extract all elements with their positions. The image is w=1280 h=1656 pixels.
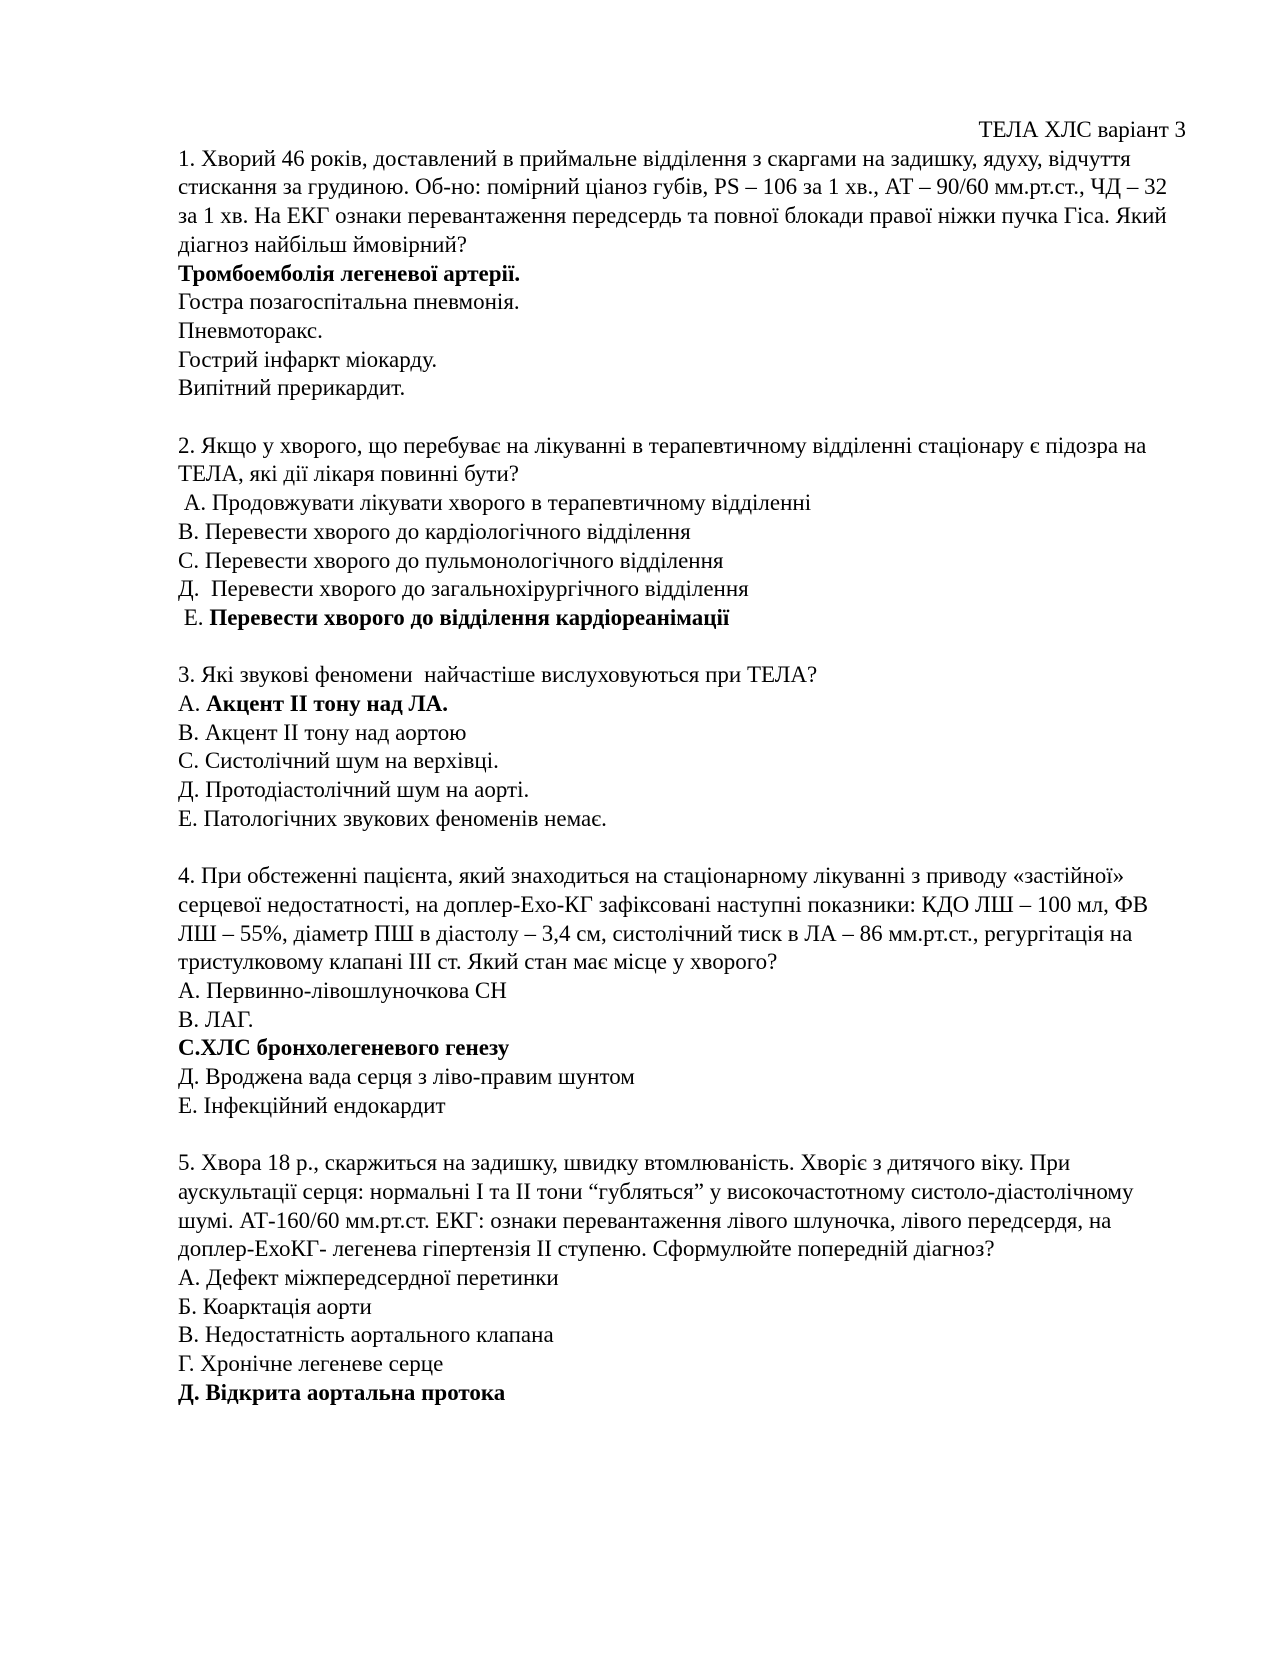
question-1-answer-correct: Тромбоемболія легеневої артерії. (178, 260, 521, 286)
question-2-answer-b: В. Перевести хворого до кардіологічного відділення (178, 518, 691, 544)
question-1-answer-2: Гостра позагоспітальна пневмонія. (178, 289, 520, 315)
question-5-answer-a: А. Дефект міжпередсердної перетинки (178, 1265, 559, 1291)
question-3-answer-a-correct: Акцент ІІ тону над ЛА. (206, 691, 449, 717)
question-4-answer-b: В. ЛАГ. (178, 1006, 254, 1032)
question-3 (178, 661, 1186, 833)
question-3-answer-b: В. Акцент ІІ тону над аортою (178, 719, 467, 745)
question-3-text: 3. Які звукові феномени найчастіше вислуховуються при ТЕЛА? (178, 662, 818, 688)
question-2-answer-e-prefix: Е. (178, 604, 210, 630)
paragraph-gap (178, 403, 1186, 432)
question-1-text: 1. Хворий 46 років, доставлений в приймальне відділення з скаргами на задишку, ядуху, відчуття стискання за грудиною. Об-но: помірний ціаноз губів, PS – 106 за 1 хв., АТ – 90/60 мм.рт.ст., ЧД – 32 за 1 хв. На ЕКГ ознаки перевантаження передсердь та повної блокади правої ніжки пучка Гіса. Який діагноз найбільш ймовірний? (178, 145, 1173, 257)
question-2-answer-e-correct: Перевести хворого до відділення кардіореанімації (209, 604, 730, 630)
question-5 (178, 1149, 1186, 1407)
question-4-answer-e: Е. Інфекційний ендокардит (178, 1092, 446, 1118)
question-3-answer-a (178, 690, 1186, 719)
question-4-answer-a: А. Первинно-лівошлуночкова СН (178, 978, 507, 1004)
document-header: ТЕЛА ХЛС варіант 3 (978, 117, 1186, 142)
question-1-answer-3: Пневмоторакс. (178, 317, 323, 343)
paragraph-gap (178, 1121, 1186, 1150)
question-2-answer-a: А. Продовжувати лікувати хворого в терапевтичному відділенні (178, 490, 812, 516)
question-1 (178, 145, 1186, 403)
question-3-answer-a-prefix: А. (178, 691, 207, 717)
question-3-answer-d: Д. Протодіастолічний шум на аорті. (178, 777, 530, 803)
question-4-answer-c-correct: С.ХЛС бронхолегеневого генезу (178, 1035, 510, 1061)
question-4-answer-d: Д. Вроджена вада серця з ліво-правим шунтом (178, 1064, 635, 1090)
question-2-answer-d: Д. Перевести хворого до загальнохірургічного відділення (178, 576, 749, 602)
question-5-answer-c: В. Недостатність аортального клапана (178, 1322, 554, 1348)
paragraph-gap (178, 834, 1186, 863)
question-5-answer-b: Б. Коарктація аорти (178, 1293, 372, 1319)
question-2 (178, 432, 1186, 633)
question-1-answer-5: Випітний прерикардит. (178, 375, 406, 401)
question-3-answer-c: С. Систолічний шум на верхівці. (178, 748, 499, 774)
question-5-text: 5. Хвора 18 р., скаржиться на задишку, швидку втомлюваність. Хворіє з дитячого віку. При аускультації серця: нормальні І та ІІ тони “губляться” у високочастотному систоло-діастолічному шумі. АТ-160/60 мм.рт.ст. ЕКГ: ознаки перевантаження лівого шлуночка, лівого передсердя, на доплер-ЕхоКГ- легенева гіпертензія ІІ ступеню. Сформулюйте попередній діагноз? (178, 1150, 1140, 1262)
question-2-answer-c: С. Перевести хворого до пульмонологічного відділення (178, 547, 724, 573)
question-2-answer-e (178, 604, 1186, 633)
question-5-answer-e-correct: Д. Відкрита аортальна протока (178, 1379, 506, 1405)
question-4 (178, 862, 1186, 1120)
question-1-answer-4: Гострий інфаркт міокарду. (178, 346, 438, 372)
question-5-answer-d: Г. Хронічне легеневе серце (178, 1351, 444, 1377)
paragraph-gap (178, 633, 1186, 662)
question-4-text: 4. При обстеженні пацієнта, який знаходиться на стаціонарному лікуванні з приводу «застійної» серцевої недостатності, на доплер-Ехо-КГ зафіксовані наступні показники: КДО ЛШ – 100 мл, ФВ ЛШ – 55%, діаметр ПШ в діастолу – 3,4 см, систолічний тиск в ЛА – 86 мм.рт.ст., регургітація на тристулковому клапані ІІІ ст. Який стан має місце у хворого? (178, 863, 1154, 975)
question-2-text: 2. Якщо у хворого, що перебуває на лікуванні в терапевтичному відділенні стаціонару є підозра на ТЕЛА, які дії лікаря повинні бути? (178, 432, 1153, 487)
document-body (178, 116, 1186, 1408)
question-3-answer-e: Е. Патологічних звукових феноменів немає. (178, 805, 607, 831)
